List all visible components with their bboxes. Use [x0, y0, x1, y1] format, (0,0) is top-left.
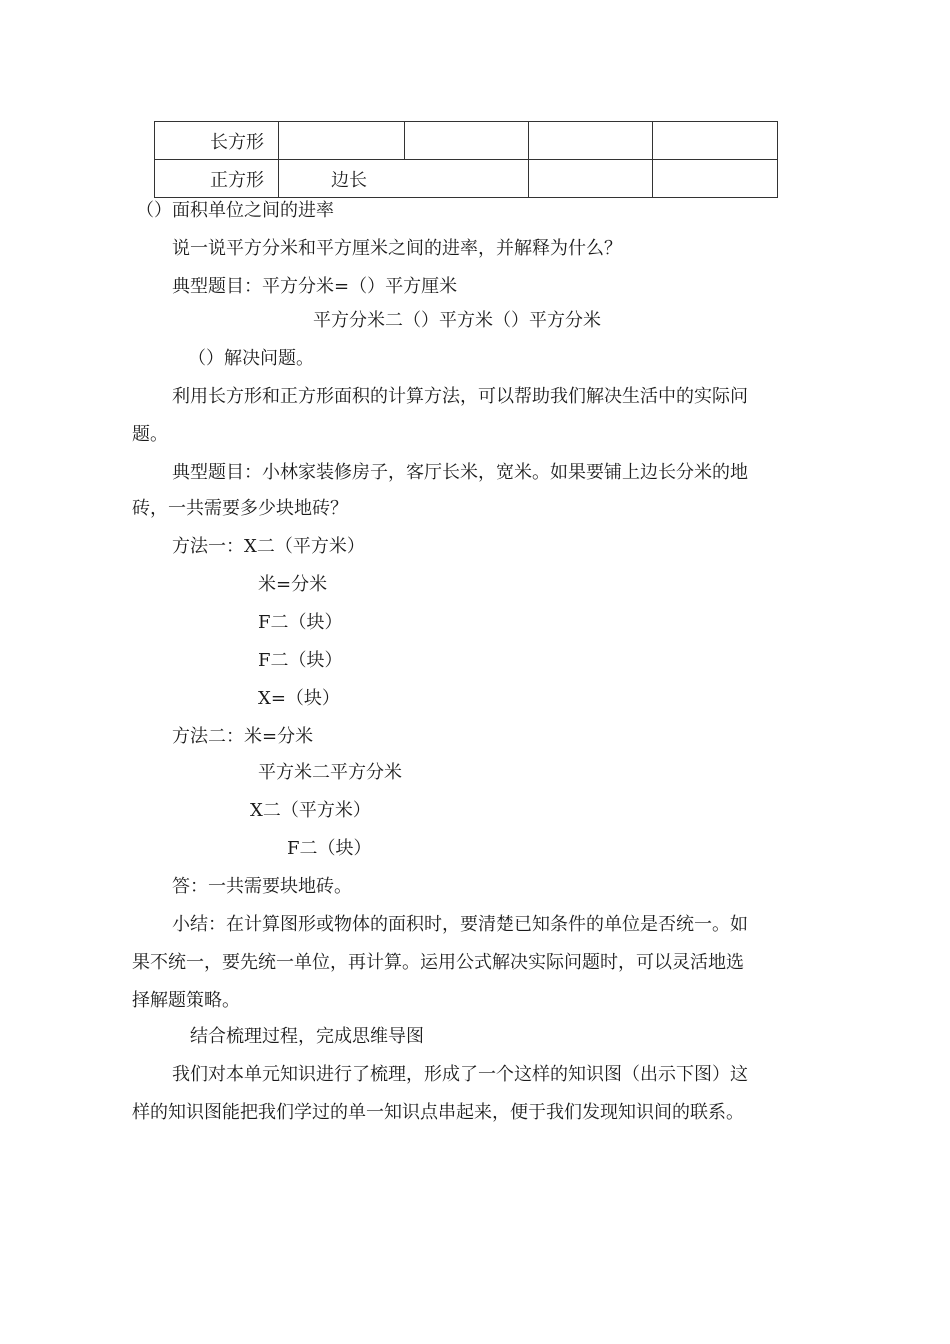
summary: 择解题策略。 — [132, 990, 240, 1011]
calc-step: 平方米二平方分米 — [258, 762, 402, 783]
calc-step: F二（块） — [287, 838, 372, 859]
calc-step: F二（块） — [258, 650, 343, 671]
table-cell — [279, 122, 405, 160]
section-heading-unit-rates: （）面积单位之间的进率 — [136, 200, 334, 221]
table-cell — [653, 122, 778, 160]
paragraph: 我们对本单元知识进行了梳理，形成了一个这样的知识图（出示下图）这 — [172, 1064, 748, 1085]
row-label-square: 正方形 — [155, 160, 279, 198]
row-label-rectangle: 长方形 — [155, 122, 279, 160]
paragraph: 题。 — [132, 424, 168, 445]
table-cell — [653, 160, 778, 198]
section-heading-problem-solving: （）解决问题。 — [188, 348, 314, 369]
table-cell — [405, 122, 529, 160]
answer: 答：一共需要块地砖。 — [172, 876, 352, 897]
table-cell-side-length: 边长 — [279, 160, 529, 198]
example-problem: 典型题目：小林家装修房子，客厅长米，宽米。如果要铺上边长分米的地 — [172, 462, 748, 483]
summary: 小结：在计算图形或物体的面积时，要清楚已知条件的单位是否统一。如 — [172, 914, 748, 935]
paragraph: 说一说平方分米和平方厘米之间的进率，并解释为什么？ — [172, 238, 622, 259]
table-cell — [529, 122, 653, 160]
calc-step: F二（块） — [258, 612, 343, 633]
example-problem: 平方分米二（）平方米（）平方分米 — [313, 310, 601, 331]
calc-step: X=（块） — [258, 688, 340, 709]
shape-table — [154, 121, 778, 198]
example-problem: 砖，一共需要多少块地砖？ — [132, 498, 348, 519]
method-two: 方法二：米=分米 — [172, 726, 314, 747]
paragraph: 样的知识图能把我们学过的单一知识点串起来，便于我们发现知识间的联系。 — [132, 1102, 744, 1123]
method-one: 方法一：X二（平方米） — [172, 536, 365, 557]
section-heading-mind-map: 结合梳理过程，完成思维导图 — [190, 1026, 424, 1047]
calc-step: 米=分米 — [258, 574, 328, 595]
paragraph: 利用长方形和正方形面积的计算方法，可以帮助我们解决生活中的实际问 — [172, 386, 748, 407]
calc-step: X二（平方米） — [250, 800, 371, 821]
table-row — [155, 122, 778, 160]
summary: 果不统一，要先统一单位，再计算。运用公式解决实际问题时，可以灵活地选 — [132, 952, 744, 973]
example-problem: 典型题目：平方分米=（）平方厘米 — [172, 276, 458, 297]
table-row — [155, 160, 778, 198]
table-cell — [529, 160, 653, 198]
